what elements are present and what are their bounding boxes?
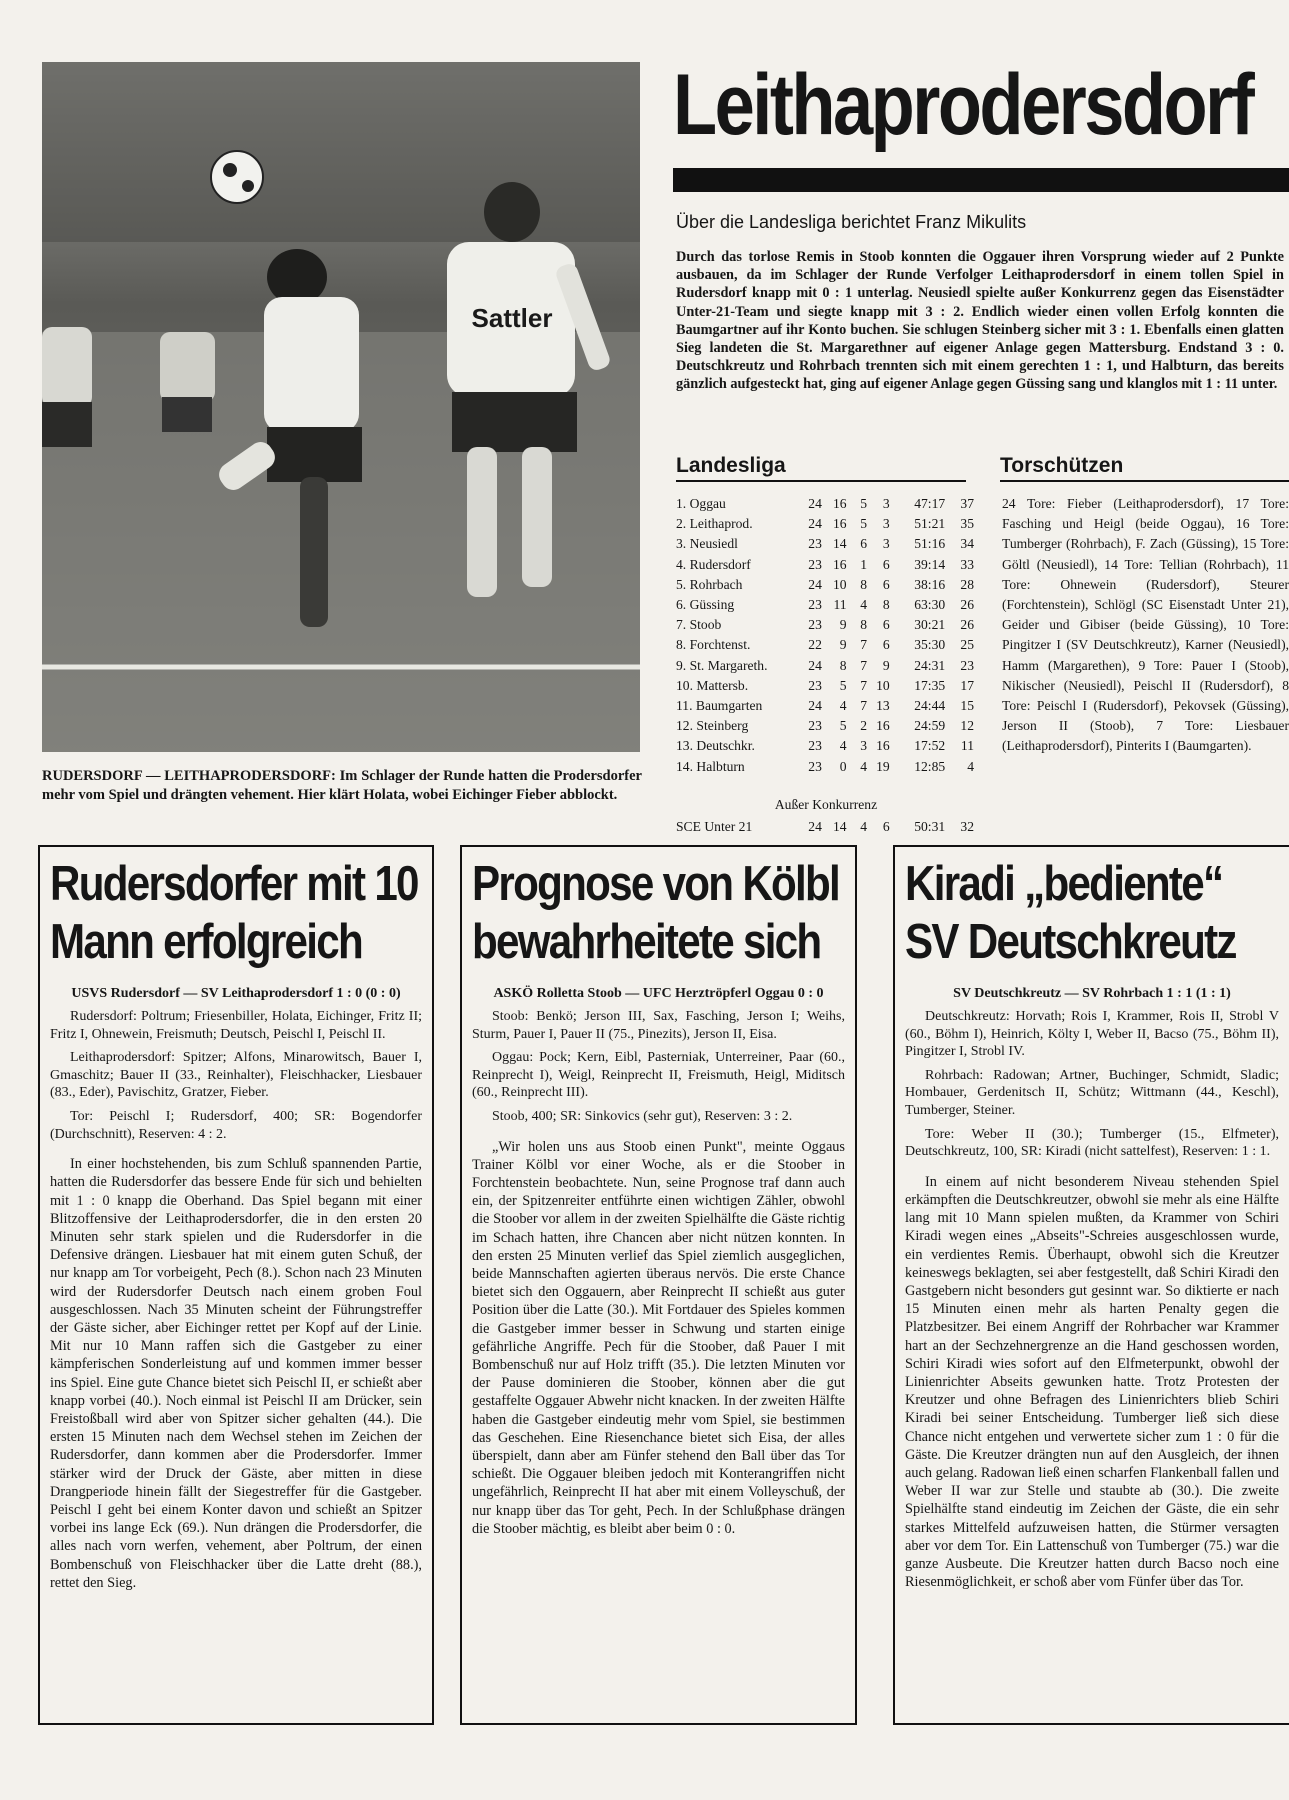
losses-cell: 19 xyxy=(876,758,890,774)
draws-cell: 3 xyxy=(860,738,868,754)
games-cell: 24 xyxy=(808,516,822,532)
article-headline xyxy=(472,855,844,971)
team-cell: 8. Forchtenst. xyxy=(676,637,751,653)
points-cell: 26 xyxy=(960,597,974,613)
games-cell: 24 xyxy=(808,496,822,511)
article-headline xyxy=(50,855,421,971)
points-cell: 37 xyxy=(960,496,974,511)
draws-cell: 4 xyxy=(860,758,868,774)
losses-cell: 16 xyxy=(876,718,890,734)
losses-cell: 16 xyxy=(876,738,890,754)
table-row xyxy=(676,656,974,676)
match-facts: Tore: Weber II (30.); Tumberger (15., Elfmeter), Deutschkreutz, 100, SR: Kiradi (nicht sattelfest), Reserven: 1 : 1. xyxy=(905,1126,1279,1160)
headline-line-1: Rudersdorfer mit 10 xyxy=(50,857,418,911)
lineup-away: Rohrbach: Radowan; Artner, Buchinger, Schmidt, Sladic; Hombauer, Gerdenitsch II, Schütz; Wittmann (44., Keschl), Tumberger, Steiner. xyxy=(905,1067,1279,1118)
losses-cell: 3 xyxy=(882,516,890,532)
games-cell: 23 xyxy=(808,597,822,613)
intro-paragraph: Durch das torlose Remis in Stoob konnten die Oggauer ihren Vorsprung wieder auf 2 Punkte ausbauen, da im Schlager der Runde Verfolger Leithaprodersdorf in einem tollen Spiel in Rudersdorf knapp mit 0 : 1 unterlag. Neusiedl spielte außer Konkurrenz gegen das Eisenstädter Unter-21-Team und siegte knapp mit 3 : 2. Endlich wieder einen vollen Erfolg konnten die Baumgartner auf ihr Konto buchen. Sie schlugen Steinberg sicher mit 3 : 1. Ebenfalls einen glatten Sieg landeten die St. Margarethner auf eigener Anlage gegen Mattersburg. Endstand 3 : 0. Deutschkreutz und Rohrbach trennten sich mit einem gerechten 1 : 1, und Halbturn, das bereits gänzlich aufgesteckt hat, ging auf eigener Anlage gegen Güssing sang und klanglos mit 1 : 11 unter. xyxy=(676,249,1284,393)
goals-cell: 51:21 xyxy=(914,516,946,532)
games-cell: 23 xyxy=(808,556,822,572)
losses-cell: 6 xyxy=(882,617,890,633)
match-photo xyxy=(42,62,640,752)
points-cell: 23 xyxy=(960,657,974,673)
team-cell: 10. Mattersb. xyxy=(676,677,749,693)
games-cell: 23 xyxy=(808,617,822,633)
games-cell: 23 xyxy=(808,718,822,734)
goals-cell: 63:30 xyxy=(914,597,946,613)
article-stoob xyxy=(460,845,857,1725)
table-row xyxy=(676,696,974,716)
scorers-list: 24 Tore: Fieber (Leithaprodersdorf), 17 Tore: Fasching und Heigl (beide Oggau), 16 Tore: Tumberger (Rohrbach), F. Zach (Güssing), 15 Tore: Göltl (Neusiedl), 14 Tore: Tellian (Rohrbach), 11 Tore: Ohnewein (Rudersdorf), Steurer (Forchtenstein), Schlögl (SC Eisenstadt Unter 21), Geider und Gibiser (beide Güssing), 10 Tore: Pingitzer I (SV Deutschkreutz), Karner (Neusiedl), Hamm (Margarethen), 9 Tore: Pauer I (Stoob), Nikischer (Neusiedl), Peischl II (Rudersdorf), 8 Tore: Peischl I (Rudersdorf), Pekovsek (Güssing), Jerson II (Stoob), 7 Tore: Liesbauer (Leithaprodersdorf), Pinterits I (Baumgarten). xyxy=(1002,496,1289,754)
table-row xyxy=(676,595,974,615)
goals-cell: 17:52 xyxy=(914,738,946,754)
games-cell: 23 xyxy=(808,677,822,693)
table-row xyxy=(676,575,974,595)
goals-cell: 38:16 xyxy=(914,576,946,592)
wins-cell: 8 xyxy=(839,657,847,673)
goals-cell: 24:59 xyxy=(914,718,946,734)
match-result: ASKÖ Rolletta Stoob — UFC Herztröpferl Oggau 0 : 0 xyxy=(493,986,824,1001)
points-cell: 12 xyxy=(960,718,974,734)
table-row xyxy=(676,676,974,696)
lineup-away: Leithaprodersdorf: Spitzer; Alfons, Minarowitsch, Bauer I, Gmaschitz; Bauer II (33., Reinhalter), Fleischhacker, Liesbauer (83., Eder), Pavischitz, Gratzer, Fieber. xyxy=(50,1050,422,1101)
draws-cell: 6 xyxy=(860,536,868,552)
match-facts: Tor: Peischl I; Rudersdorf, 400; SR: Bogendorfer (Durchschnitt), Reserven: 4 : 2. xyxy=(50,1108,422,1142)
games-cell: 24 xyxy=(808,576,822,592)
article-rudersdorf xyxy=(38,845,434,1725)
games-cell: 24 xyxy=(808,819,822,834)
losses-cell: 10 xyxy=(876,677,890,693)
games-cell: 24 xyxy=(808,657,822,673)
points-cell: 35 xyxy=(960,516,974,532)
wins-cell: 16 xyxy=(832,516,847,532)
wins-cell: 0 xyxy=(839,758,847,774)
points-cell: 15 xyxy=(960,698,974,714)
goals-cell: 17:35 xyxy=(914,677,946,693)
points-cell: 25 xyxy=(960,637,974,653)
games-cell: 24 xyxy=(808,698,822,714)
losses-cell: 6 xyxy=(882,576,890,592)
team-cell: 4. Rudersdorf xyxy=(676,556,751,572)
points-cell: 17 xyxy=(960,677,974,693)
wins-cell: 4 xyxy=(839,698,847,714)
games-cell: 23 xyxy=(808,758,822,774)
headline-line-1: Prognose von Kölbl xyxy=(472,857,840,911)
team-cell: 6. Güssing xyxy=(676,597,735,613)
draws-cell: 5 xyxy=(860,516,868,532)
losses-cell: 8 xyxy=(882,597,890,613)
table-row xyxy=(676,534,974,554)
points-cell: 32 xyxy=(960,819,974,834)
table-row xyxy=(676,555,974,575)
table-row xyxy=(676,736,974,756)
article-body: In einer hochstehenden, bis zum Schluß spannenden Partie, hatten die Rudersdorfer das bessere Ende für sich und behielten mit 1 : 0 knapp die Oberhand. Das Spiel begann mit einer Blitzoffensive der Leithaprodersdorfer, die in den ersten 20 Minuten sehr stark spielen und die Rudersdorfer in die Defensive drängen. Liesbauer hat mit einem guten Schuß, der nur knapp am Tor vorbeigeht, Pech (8.). Schon nach 23 Minuten wird der Rudersdorfer Deutsch nach einem groben Foul ausgeschlossen. Nach 35 Minuten scheint der Führungstreffer der Gäste sicher, aber Eichinger rettet per Kopf auf der Linie. Mit nur 10 Mann raffen sich die Gastgeber zu einer kämpferischen Sonderleistung auf und kommen immer besser ins Spiel. Eine gute Chance bietet sich Peischl II, er schießt aber knapp vorbei (40.). Noch einmal ist Peischl II am Drücker, sein Freistoßball wird aber von Spitzer sicher gehalten (44.). Die ersten 15 Minuten nach dem Wechsel stehen im Zeichen der Rudersdorfer, dann kommen aber die Prodersdorfer. Immer stärker wird der Druck der Gäste, aber mitten in diese Drangperiode hinein fällt der Siegestreffer für die Gastgeber. Peischl I geht bei einem Konter davon und schießt an Spitzer vorbei ins lange Eck (69.). Nun drängen die Prodersdorfer, die alles nach vorn werfen, vehement, aber Poltrum, der einen Bombenschuß von Fleischhacker über die Latte dreht (88.), rettet den Sieg. xyxy=(50,1156,422,1591)
draws-cell: 4 xyxy=(860,597,868,613)
team-cell: 7. Stoob xyxy=(676,617,722,633)
table-row xyxy=(676,514,974,534)
wins-cell: 5 xyxy=(839,718,847,734)
goals-cell: 47:17 xyxy=(914,496,946,511)
table-row xyxy=(676,635,974,655)
headline-rule xyxy=(673,168,1289,192)
wins-cell: 11 xyxy=(833,597,847,613)
wins-cell: 14 xyxy=(832,819,847,834)
team-cell: 1. Oggau xyxy=(676,496,726,511)
goals-cell: 30:21 xyxy=(914,617,946,633)
goals-cell: 24:31 xyxy=(914,657,946,673)
points-cell: 34 xyxy=(960,536,974,552)
losses-cell: 3 xyxy=(882,496,890,511)
table-row xyxy=(676,494,974,514)
draws-cell: 7 xyxy=(860,698,868,714)
byline: Über die Landesliga berichtet Franz Mikulits xyxy=(676,212,1027,232)
headline-line-2: bewahrheitete sich xyxy=(472,915,821,969)
goals-cell: 51:16 xyxy=(914,536,946,552)
article-deutschkreutz xyxy=(893,845,1289,1725)
table-row xyxy=(676,716,974,736)
wins-cell: 16 xyxy=(832,556,847,572)
team-cell: 9. St. Margareth. xyxy=(676,657,768,673)
goals-cell: 39:14 xyxy=(914,556,946,572)
losses-cell: 9 xyxy=(882,657,890,673)
draws-cell: 4 xyxy=(860,819,868,834)
wins-cell: 14 xyxy=(832,536,847,552)
headline-line-1: Kiradi „bediente“ xyxy=(905,857,1223,911)
wins-cell: 4 xyxy=(839,738,847,754)
games-cell: 22 xyxy=(808,637,822,653)
headline-line-2: Mann erfolgreich xyxy=(50,915,362,969)
standings-table xyxy=(676,494,974,777)
goals-cell: 50:31 xyxy=(914,819,946,834)
scorers-heading: Torschützen xyxy=(1000,454,1289,482)
sce-row-table xyxy=(676,817,974,837)
points-cell: 33 xyxy=(960,556,974,572)
headline-line-2: SV Deutschkreutz xyxy=(905,915,1236,969)
table-row xyxy=(676,757,974,777)
draws-cell: 8 xyxy=(860,617,868,633)
match-result: USVS Rudersdorf — SV Leithaprodersdorf 1 : 0 (0 : 0) xyxy=(71,986,401,1001)
points-cell: 4 xyxy=(967,758,974,774)
main-headline: Leithaprodersdorf xyxy=(673,57,1253,153)
draws-cell: 8 xyxy=(860,576,868,592)
points-cell: 28 xyxy=(960,576,974,592)
goals-cell: 24:44 xyxy=(914,698,946,714)
draws-cell: 7 xyxy=(860,657,868,673)
lineup-away: Oggau: Pock; Kern, Eibl, Pasterniak, Unterreiner, Paar (60., Reinprecht I), Weigl, Reinprecht II, Freismuth, Heigl, Miditsch (60., Reinprecht III). xyxy=(472,1050,845,1101)
standings-heading: Landesliga xyxy=(676,454,966,482)
photo-caption: RUDERSDORF — LEITHAPRODERSDORF: Im Schlager der Runde hatten die Prodersdorfer mehr vom Spiel und drängten vehement. Hier klärt Holata, wobei Eichinger Fieber abblockt. xyxy=(42,768,642,803)
team-cell: 5. Rohrbach xyxy=(676,576,743,592)
wins-cell: 16 xyxy=(832,496,847,511)
draws-cell: 7 xyxy=(860,677,868,693)
match-facts: Stoob, 400; SR: Sinkovics (sehr gut), Reserven: 3 : 2. xyxy=(492,1108,793,1124)
team-cell: 14. Halbturn xyxy=(676,758,745,774)
losses-cell: 3 xyxy=(882,536,890,552)
goals-cell: 35:30 xyxy=(914,637,946,653)
points-cell: 26 xyxy=(960,617,974,633)
lineup-home: Rudersdorf: Poltrum; Friesenbiller, Holata, Eichinger, Fritz II; Fritz I, Ohnewein, Freismuth; Deutsch, Peischl I, Peischl II. xyxy=(50,1009,422,1042)
draws-cell: 2 xyxy=(860,718,868,734)
lineup-home: Stoob: Benkö; Jerson III, Sax, Fasching, Jerson I; Weihs, Sturm, Pauer I, Pauer II (75., Pinezits), Jerson II, Eisa. xyxy=(472,1009,845,1042)
ausser-konkurrenz-label: Außer Konkurrenz xyxy=(774,797,878,812)
losses-cell: 6 xyxy=(882,819,890,834)
team-cell: SCE Unter 21 xyxy=(676,819,753,834)
games-cell: 23 xyxy=(808,536,822,552)
table-row xyxy=(676,615,974,635)
match-result: SV Deutschkreutz — SV Rohrbach 1 : 1 (1 : 1) xyxy=(953,986,1231,1001)
games-cell: 23 xyxy=(808,738,822,754)
shirt-sponsor-text: Sattler xyxy=(471,303,553,333)
wins-cell: 5 xyxy=(839,677,847,693)
wins-cell: 9 xyxy=(839,617,847,633)
team-cell: 2. Leithaprod. xyxy=(676,516,753,532)
losses-cell: 6 xyxy=(882,637,890,653)
article-body: „Wir holen uns aus Stoob einen Punkt", meinte Oggaus Trainer Kölbl vor einer Woche, als er die Stoober in Forchtenstein beobachtete. Nun, seine Prognose traf dann auch ein, der Spitzenreiter entführte einen wichtigen Zähler, obwohl die Stoober vor allem in der zweiten Spielhälfte die Gäste richtig im Schach hatten, ihre Chancen aber nicht nützen konnten. In den ersten 25 Minuten verlief das Spiel ziemlich ausgeglichen, beide Mannschaften agierten überaus nervös. Die erste Chance bietet sich den Oggauern, aber Reinprecht II schießt aus guter Position über die Latte (30.). Mit Fortdauer des Spieles kommen die Gastgeber immer besser in Schwung und starten einige gefährliche Angriffe. Pech für die Stoober, daß Pauer I mit Bombenschuß nur auf Holz trifft (35.). Die letzten Minuten vor der Pause dominieren die Stoober, können aber die gut gestaffelte Oggauer Abwehr nicht knacken. In der zweiten Hälfte haben die Gastgeber eindeutig mehr vom Spiel, sie bestimmen das Geschehen. Eine Riesenchance bietet sich Eisa, der alles überspielt, dann aber am Fünfer stehend den Ball über das Tor schießt. Die Oggauer bleiben jedoch mit Konterangriffen nicht ungefährlich, Reinprecht II hat aber mit einem Volleyschuß, der nur knapp über das Tor geht, Pech. In der Schlußphase drängen die Stoober mächtig, es bleibt aber beim 0 : 0. xyxy=(472,1138,845,1537)
draws-cell: 1 xyxy=(860,556,868,572)
draws-cell: 7 xyxy=(860,637,868,653)
team-cell: 13. Deutschkr. xyxy=(676,738,755,754)
wins-cell: 9 xyxy=(839,637,847,653)
team-cell: 3. Neusiedl xyxy=(676,536,738,552)
article-body: In einem auf nicht besonderem Niveau stehenden Spiel erkämpften die Deutschkreutzer, obwohl sie mehr als eine Hälfte lang mit 10 Mann spielen mußten, da Krammer von Schiri Kiradi wegen eines „Abseits"-Schreies ausgeschlossen wurde, ein verdientes Remis. Überhaupt, obwohl sich die Kreutzer keineswegs beklagten, sei aber festgestellt, daß Schiri Kiradi den Gastgebern nicht besonders gut gesinnt war. So diktierte er nach 15 Minuten einen mehr als harten Penalty gegen die Platzbesitzer. Bei einem Angriff der Rohrbacher war Krammer hart an der Sechzehnergrenze an die Hand geschossen worden, Schiri Kiradi wies sofort auf den Elfmeterpunkt, obwohl der Linienrichter Abseits gewunken hatte. Trotz Protesten der Kreutzer und ohne Befragen des Linienrichters blieb Schiri Kiradi bei seiner Entscheidung. Tumberger ließ sich diese Chance nicht entgehen und verwertete sicher zum 1 : 0 für die Gäste. Die Kreutzer drängten nun auf den Ausgleich, der ihnen auch gelang. Radowan ließ einen scharfen Flankenball fallen und Weber II war zur Stelle und staubte ab (30.). Die zweite Spielhälfte stand eindeutig im Zeichen der Gäste, die ein sehr starkes Mittelfeld aufzuweisen hatten, die Stürmer versagten aber vor dem Tor. Ein Lattenschuß von Tumberger (75.) war die ganze Ausbeute. Die Kreutzer hatten durch Bacso noch eine Riesenmöglichkeit, er schoß aber vom Fünfer über das Tor. xyxy=(905,1173,1279,1591)
table-row xyxy=(676,817,974,837)
wins-cell: 10 xyxy=(832,576,847,592)
losses-cell: 6 xyxy=(882,556,890,572)
team-cell: 12. Steinberg xyxy=(676,718,749,734)
draws-cell: 5 xyxy=(860,496,868,511)
team-cell: 11. Baumgarten xyxy=(676,698,763,714)
goals-cell: 12:85 xyxy=(914,758,946,774)
points-cell: 11 xyxy=(960,738,974,754)
losses-cell: 13 xyxy=(876,698,890,714)
lineup-home: Deutschkreutz: Horvath; Rois I, Krammer, Rois II, Strobl V (60., Böhm I), Heinrich, Költy I, Weber II, Bacso (75., Böhm II), Pingitzer I, Strobl IV. xyxy=(905,1009,1279,1060)
article-headline xyxy=(905,855,1278,971)
